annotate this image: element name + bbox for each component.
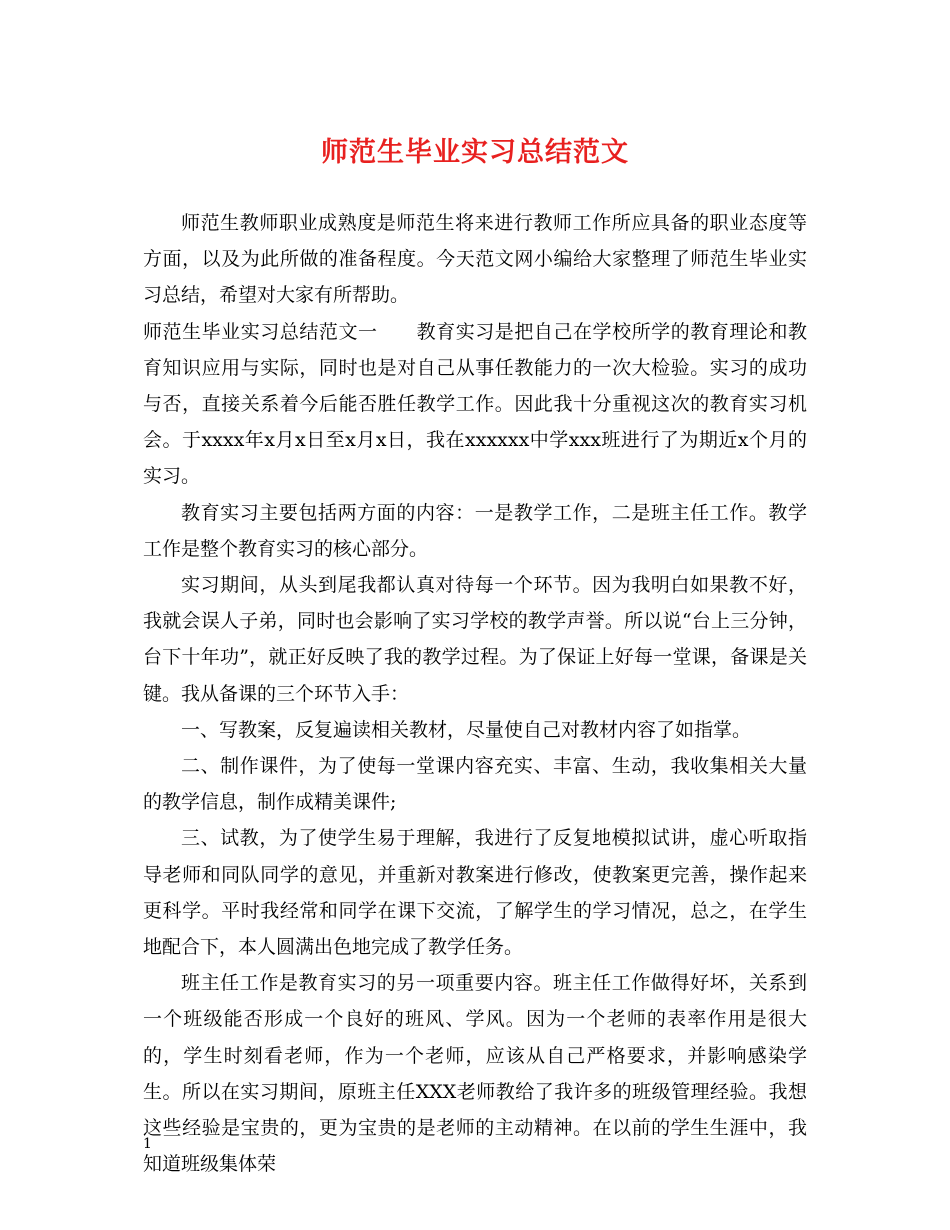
paragraph-class-teacher: 班主任工作是教育实习的另一项重要内容。班主任工作做得好坏，关系到一个班级能否形成一个良好的班风、学风。因为一个老师的表率作用是很大的，学生时刻看老师，作为一个老师，应该从自己严格要求，并影响感染学生。所以在实习期间，原班主任XXX老师教给了我许多的班级管理经验。我想这些经验是宝贵的，更为宝贵的是老师的主动精神。在以前的学生生涯中，我知道班级集体荣 bbox=[143, 972, 807, 1176]
paragraph-step-one: 一、写教案，反复遍读相关教材，尽量使自己对教材内容了如指掌。 bbox=[181, 718, 752, 741]
document-body bbox=[143, 205, 807, 1182]
paragraph-internship-period: 实习期间，从头到尾我都认真对待每一个环节。因为我明白如果教不好，我就会误人子弟，同时也会影响了实习学校的教学声誉。所以说“台上三分钟，台下十年功”，就正好反映了我的教学过程。为了保证上好每一堂课，备课是关键。我从备课的三个环节入手： bbox=[143, 574, 807, 705]
paragraph-sample-one: 师范生毕业实习总结范文一 教育实习是把自己在学校所学的教育理论和教育知识应用与实际，同时也是对自己从事任教能力的一次大检验。实习的成功与否，直接关系着今后能否胜任教学工作。因此我十分重视这次的教育实习机会。于xxxx年x月x日至x月x日，我在xxxxxx中学xxx班进行了为期近x个月的实习。 bbox=[143, 320, 807, 488]
paragraph-intro: 师范生教师职业成熟度是师范生将来进行教师工作所应具备的职业态度等方面，以及为此所做的准备程度。今天范文网小编给大家整理了师范生毕业实习总结，希望对大家有所帮助。 bbox=[143, 212, 807, 307]
paragraph-step-three: 三、试教，为了使学生易于理解，我进行了反复地模拟试讲，虚心听取指导老师和同队同学的意见，并重新对教案进行修改，使教案更完善，操作起来更科学。平时我经常和同学在课下交流，了解学生的学习情况，总之，在学生地配合下，本人圆满出色地完成了教学任务。 bbox=[143, 827, 807, 959]
document-title: 师范生毕业实习总结范文 bbox=[321, 137, 629, 168]
paragraph-content-overview: 教育实习主要包括两方面的内容：一是教学工作，二是班主任工作。教学工作是整个教育实习的核心部分。 bbox=[143, 501, 807, 560]
paragraph-step-two: 二、制作课件，为了使每一堂课内容充实、丰富、生动，我收集相关大量的教学信息，制作成精美课件; bbox=[143, 755, 807, 814]
page-number: 1 bbox=[143, 1136, 152, 1152]
